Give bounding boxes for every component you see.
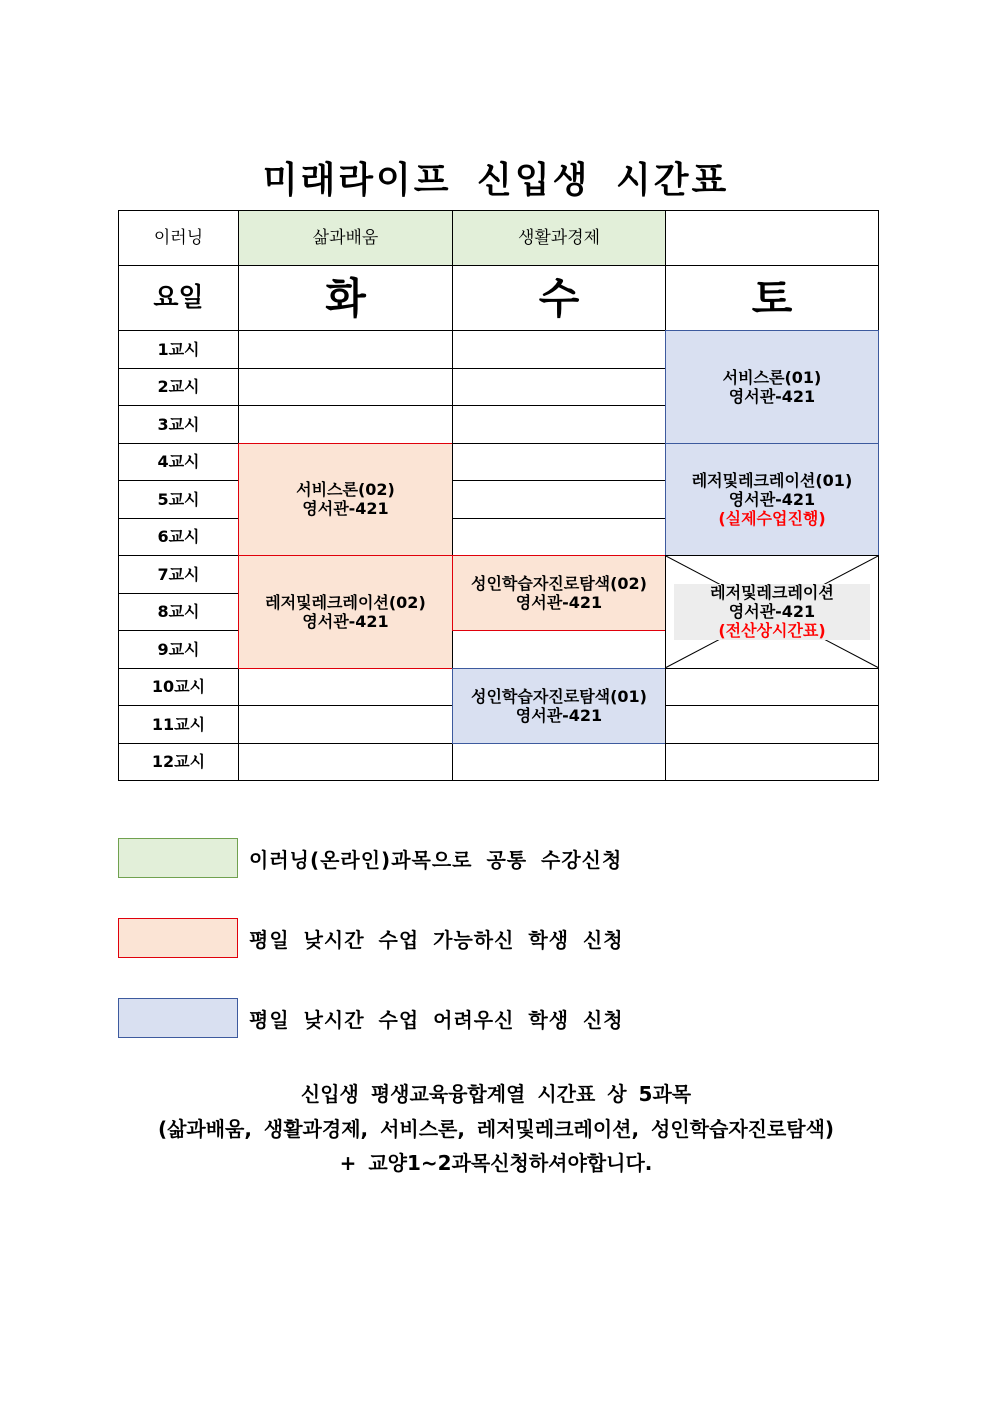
page-title: 미래라이프 신입생 시간표 bbox=[262, 160, 730, 201]
class-name: 서비스론(01) bbox=[722, 367, 822, 387]
empty-slot bbox=[238, 368, 453, 407]
class-block-adult-career-02 bbox=[452, 555, 666, 631]
period-label: 10교시 bbox=[118, 668, 239, 707]
class-room: 영서관-421 bbox=[515, 593, 603, 612]
note-line-1: 신입생 평생교육융합계열 시간표 상 5과목 bbox=[300, 1082, 692, 1106]
day-label: 요일 bbox=[118, 265, 239, 331]
class-name: 성인학습자진로탐색(02) bbox=[471, 574, 647, 593]
timetable bbox=[118, 210, 879, 781]
empty-slot bbox=[665, 668, 879, 707]
empty-slot bbox=[665, 743, 879, 782]
empty-slot bbox=[238, 743, 453, 782]
class-block-leisure-02 bbox=[238, 555, 453, 669]
class-note: (전산상시간표) bbox=[718, 621, 826, 641]
period-label: 12교시 bbox=[118, 743, 239, 782]
class-block-adult-career-01 bbox=[452, 668, 666, 744]
empty-slot bbox=[238, 705, 453, 744]
period-label: 1교시 bbox=[118, 330, 239, 369]
note-line-3: + 교양1~2과목신청하셔야합니다. bbox=[339, 1151, 653, 1175]
empty-slot bbox=[238, 330, 453, 369]
elearning-course-wed: 생활과경제 bbox=[452, 210, 666, 266]
note-line-2: (삶과배움, 생활과경제, 서비스론, 레저및레크레이션, 성인학습자진로탐색) bbox=[157, 1117, 835, 1141]
class-room: 영서관-421 bbox=[728, 602, 816, 622]
period-label: 4교시 bbox=[118, 443, 239, 482]
period-label: 7교시 bbox=[118, 555, 239, 594]
period-label: 3교시 bbox=[118, 405, 239, 444]
legend-swatch-blue bbox=[118, 998, 238, 1038]
empty-slot bbox=[665, 705, 879, 744]
class-room: 영서관-421 bbox=[302, 499, 389, 519]
class-name: 레저및레크레이션(02) bbox=[265, 592, 426, 612]
class-name: 성인학습자진로탐색(01) bbox=[471, 686, 647, 706]
period-label: 9교시 bbox=[118, 630, 239, 669]
legend-text-weekday-available: 평일 낮시간 수업 가능하신 학생 신청 bbox=[249, 928, 624, 952]
period-label: 5교시 bbox=[118, 480, 239, 519]
class-room: 영서관-421 bbox=[302, 611, 389, 631]
class-name: 레저및레크레이션(01) bbox=[691, 470, 853, 490]
day-wed: 수 bbox=[452, 265, 666, 331]
class-block-leisure-01 bbox=[665, 443, 879, 557]
empty-slot bbox=[452, 330, 666, 369]
class-block-service-02 bbox=[238, 443, 453, 557]
class-info-box bbox=[674, 584, 870, 640]
class-name: 레저및레크레이션 bbox=[710, 583, 834, 603]
class-room: 영서관-421 bbox=[728, 489, 816, 509]
class-block-leisure-crossed bbox=[665, 555, 879, 669]
empty-slot bbox=[452, 630, 666, 669]
period-label: 11교시 bbox=[118, 705, 239, 744]
class-room: 영서관-421 bbox=[728, 386, 816, 406]
class-name: 서비스론(02) bbox=[296, 480, 395, 500]
empty-slot bbox=[452, 443, 666, 482]
day-tue: 화 bbox=[238, 265, 453, 331]
elearning-empty-sat bbox=[665, 210, 879, 266]
empty-slot bbox=[238, 668, 453, 707]
empty-slot bbox=[452, 743, 666, 782]
day-sat: 토 bbox=[665, 265, 879, 331]
legend-text-elearning: 이러닝(온라인)과목으로 공통 수강신청 bbox=[249, 848, 623, 872]
class-block-service-01 bbox=[665, 330, 879, 444]
period-label: 2교시 bbox=[118, 368, 239, 407]
legend-swatch-orange bbox=[118, 918, 238, 958]
legend-text-weekday-unavailable: 평일 낮시간 수업 어려우신 학생 신청 bbox=[249, 1008, 624, 1032]
legend-swatch-green bbox=[118, 838, 238, 878]
empty-slot bbox=[452, 518, 666, 557]
elearning-label: 이러닝 bbox=[118, 210, 239, 266]
empty-slot bbox=[452, 405, 666, 444]
period-label: 6교시 bbox=[118, 518, 239, 557]
period-label: 8교시 bbox=[118, 593, 239, 632]
empty-slot bbox=[238, 405, 453, 444]
empty-slot bbox=[452, 368, 666, 407]
class-note: (실제수업진행) bbox=[718, 508, 826, 528]
empty-slot bbox=[452, 480, 666, 519]
elearning-course-tue: 삶과배움 bbox=[238, 210, 453, 266]
class-room: 영서관-421 bbox=[515, 705, 603, 725]
